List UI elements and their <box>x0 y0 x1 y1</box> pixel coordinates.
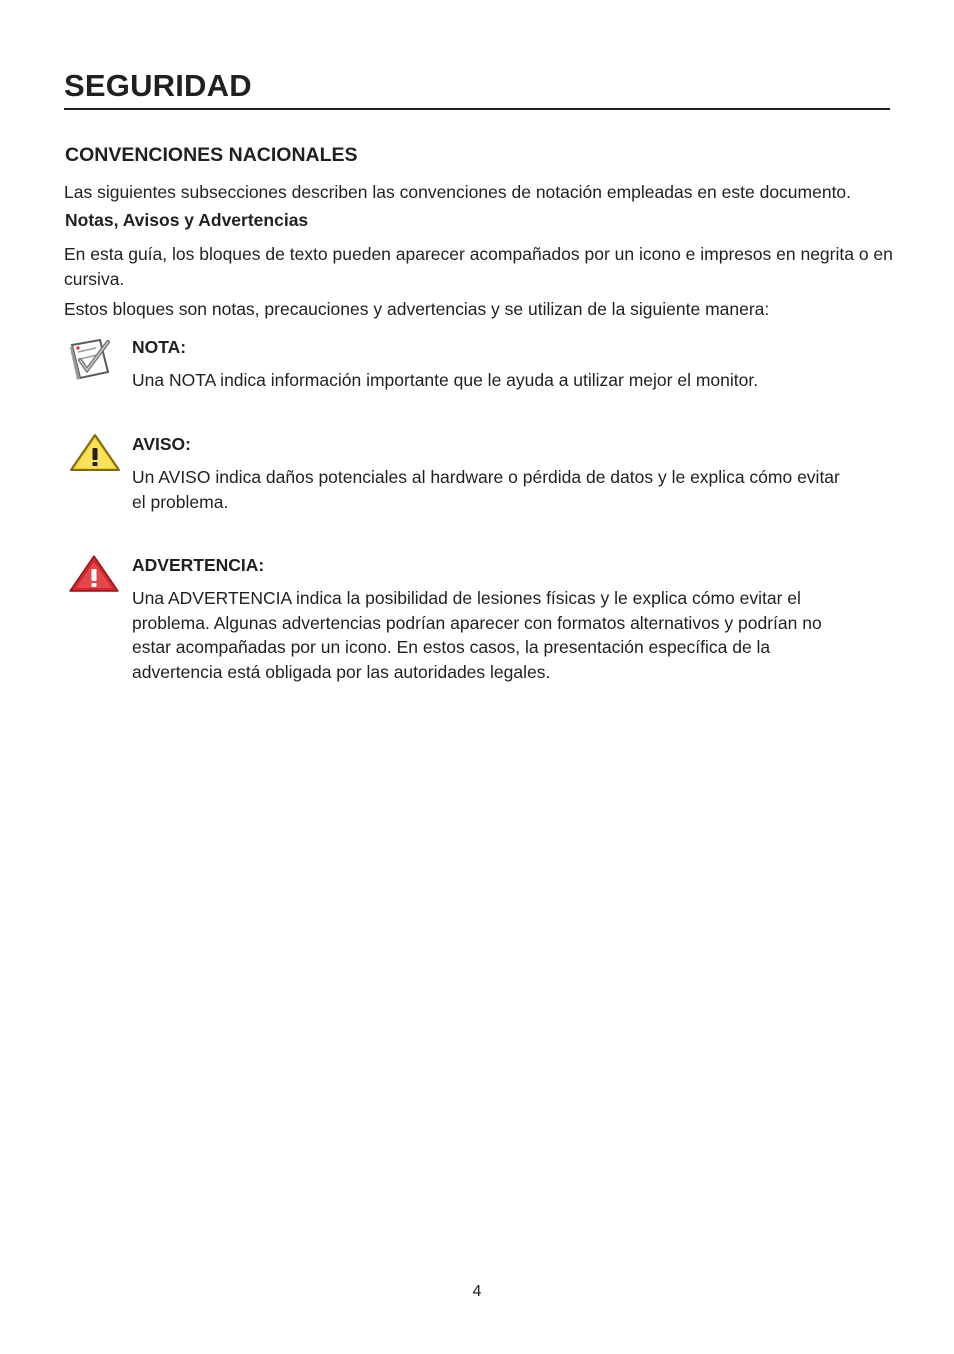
intro-paragraph: En esta guía, los bloques de texto pueden aparecer acompañados por un icono e impresos en negrita o en cursiva. <box>64 244 893 289</box>
caution-label: AVISO: <box>132 434 191 454</box>
page-number: 4 <box>472 1283 482 1300</box>
section-heading: CONVENCIONES NACIONALES <box>65 144 358 166</box>
warning-label: ADVERTENCIA: <box>132 555 265 575</box>
caution-triangle-icon <box>69 433 121 478</box>
note-text: Una NOTA indica información importante que le ayuda a utilizar mejor el monitor. <box>132 370 759 390</box>
title-divider <box>64 108 890 110</box>
note-label: NOTA: <box>132 337 187 357</box>
subsection-heading: Notas, Avisos y Advertencias <box>65 210 309 230</box>
pencil-note-icon <box>70 336 120 391</box>
warning-text: Una ADVERTENCIA indica la posibilidad de lesiones físicas y le explica cómo evitar el problema. Algunas advertencias podrían aparecer con formatos alternativos y podrían no estar acompañadas por un icono. En estos casos, la presentación específica de la advertencia está obligada por las autoridades legales. <box>132 588 822 682</box>
page-title: SEGURIDAD <box>64 68 252 103</box>
warning-triangle-icon <box>68 554 120 599</box>
section-intro: Las siguientes subsecciones describen las convenciones de notación empleadas en este documento. <box>64 182 852 202</box>
usage-paragraph: Estos bloques son notas, precauciones y advertencias y se utilizan de la siguiente manera: <box>64 299 770 319</box>
caution-text: Un AVISO indica daños potenciales al hardware o pérdida de datos y le explica cómo evitar el problema. <box>132 467 840 512</box>
